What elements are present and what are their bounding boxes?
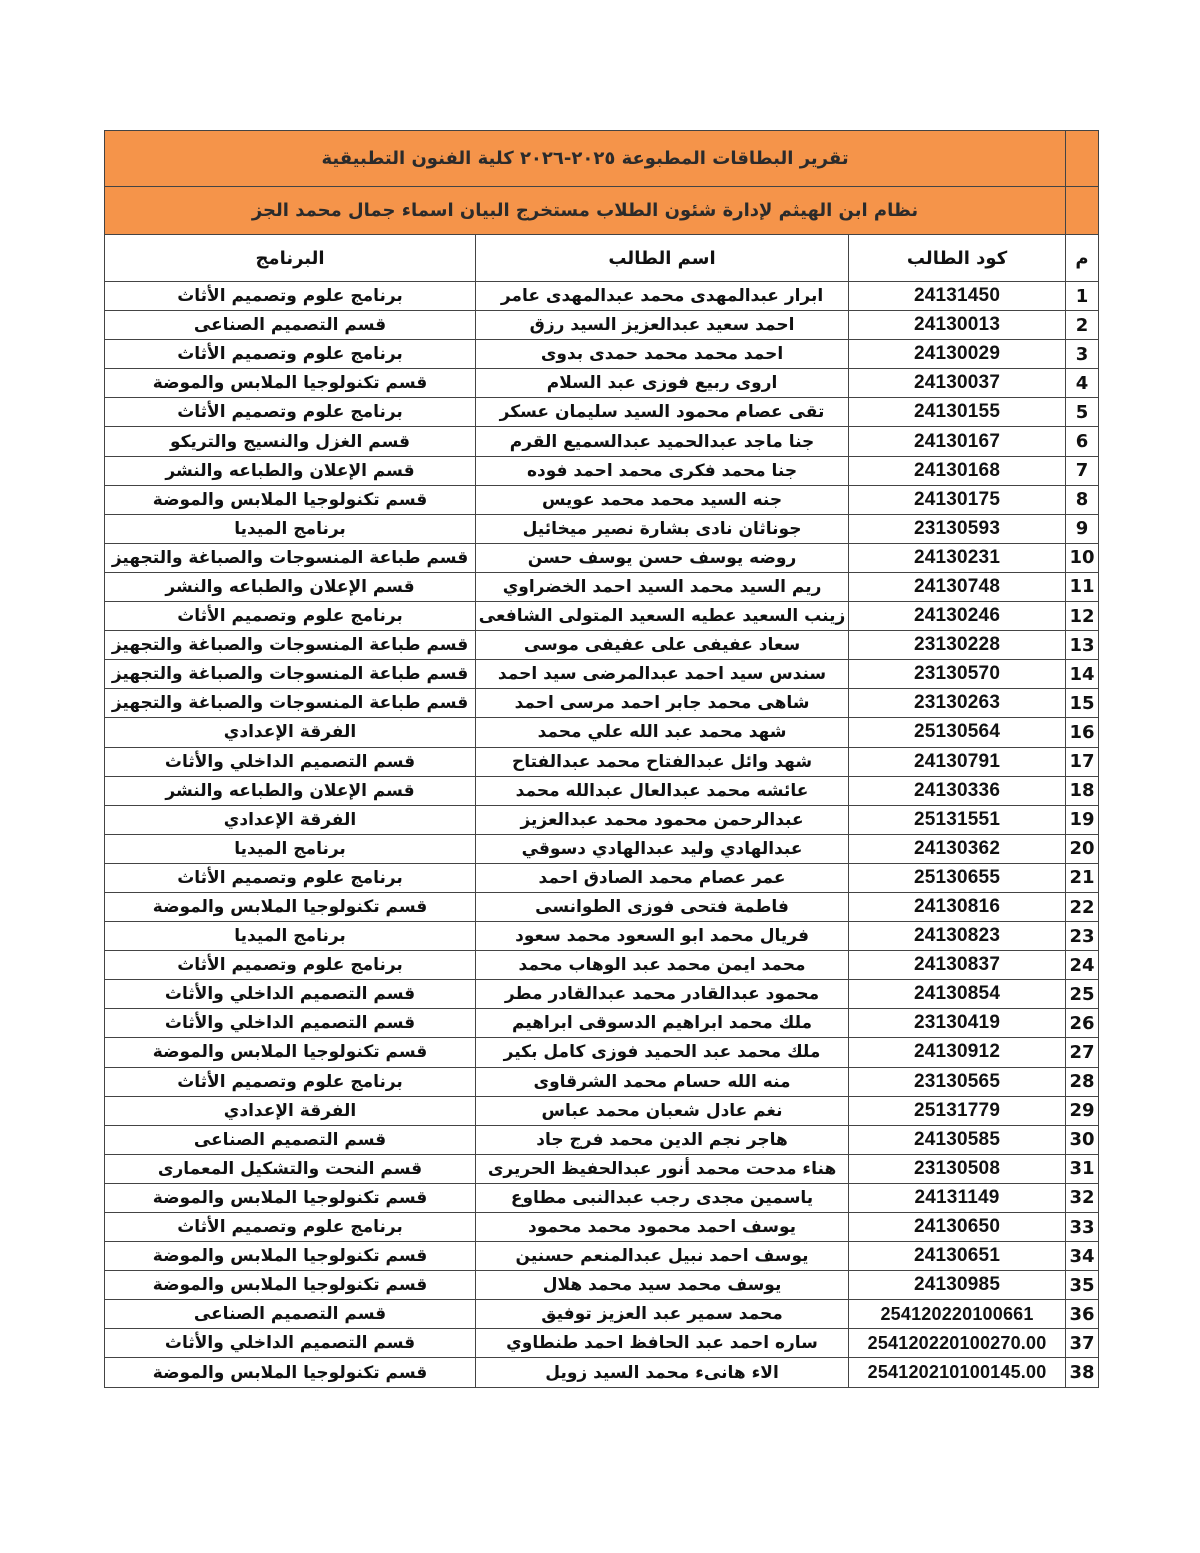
student-code: 25412022010066​1 xyxy=(849,1300,1066,1329)
student-code: 24130175 xyxy=(849,485,1066,514)
student-code: 24130650 xyxy=(849,1213,1066,1242)
student-name: ريم السيد محمد السيد احمد الخضراوي xyxy=(476,572,849,601)
student-code: 24130362 xyxy=(849,834,1066,863)
table-row xyxy=(105,311,1099,340)
program-name: برنامج علوم وتصميم الأثاث xyxy=(105,1067,476,1096)
row-index: 34 xyxy=(1066,1242,1099,1271)
program-name: قسم التصميم الداخلي والأثاث xyxy=(105,747,476,776)
row-index: 21 xyxy=(1066,863,1099,892)
row-index: 9 xyxy=(1066,514,1099,543)
table-row xyxy=(105,863,1099,892)
program-name: برنامج الميديا xyxy=(105,922,476,951)
student-code: 24131450 xyxy=(849,282,1066,311)
student-code: 24130013 xyxy=(849,311,1066,340)
program-name: برنامج الميديا xyxy=(105,514,476,543)
student-code: 25130655 xyxy=(849,863,1066,892)
student-name: ابرار عبدالمهدى محمد عبدالمهدى عامر xyxy=(476,282,849,311)
row-index: 32 xyxy=(1066,1183,1099,1212)
table-row xyxy=(105,1358,1099,1387)
student-code: 23130570 xyxy=(849,660,1066,689)
subtitle-blank-cell xyxy=(1066,187,1099,235)
row-index: 5 xyxy=(1066,398,1099,427)
row-index: 36 xyxy=(1066,1300,1099,1329)
row-index: 30 xyxy=(1066,1125,1099,1154)
student-code: 24130651 xyxy=(849,1242,1066,1271)
row-index: 20 xyxy=(1066,834,1099,863)
table-row xyxy=(105,1271,1099,1300)
row-index: 14 xyxy=(1066,660,1099,689)
row-index: 33 xyxy=(1066,1213,1099,1242)
program-name: قسم التصميم الداخلي والأثاث xyxy=(105,1329,476,1358)
student-name: فريال محمد ابو السعود محمد سعود xyxy=(476,922,849,951)
row-index: 17 xyxy=(1066,747,1099,776)
program-name: قسم التصميم الصناعى xyxy=(105,1125,476,1154)
program-name: قسم التصميم الصناعى xyxy=(105,1300,476,1329)
program-name: قسم تكنولوجيا الملابس والموضة xyxy=(105,1038,476,1067)
student-code: 24130168 xyxy=(849,456,1066,485)
table-row xyxy=(105,1125,1099,1154)
student-name: ياسمين مجدى رجب عبدالنبى مطاوع xyxy=(476,1183,849,1212)
student-name: زينب السعيد عطيه السعيد المتولى الشافعى xyxy=(476,602,849,631)
row-index: 35 xyxy=(1066,1271,1099,1300)
student-name: سعاد عفيفى على عفيفى موسى xyxy=(476,631,849,660)
program-name: قسم الإعلان والطباعه والنشر xyxy=(105,572,476,601)
student-name: احمد سعيد عبدالعزيز السيد رزق xyxy=(476,311,849,340)
table-row xyxy=(105,1329,1099,1358)
row-index: 38 xyxy=(1066,1358,1099,1387)
table-row xyxy=(105,980,1099,1009)
student-name: شاهى محمد جابر احمد مرسى احمد xyxy=(476,689,849,718)
row-index: 26 xyxy=(1066,1009,1099,1038)
student-code: 254120210100145.00 xyxy=(849,1358,1066,1387)
student-name: عبدالهادي وليد عبدالهادي دسوقي xyxy=(476,834,849,863)
student-code: 24130912 xyxy=(849,1038,1066,1067)
program-name: قسم تكنولوجيا الملابس والموضة xyxy=(105,1242,476,1271)
student-name: تقى عصام محمود السيد سليمان عسكر xyxy=(476,398,849,427)
row-index: 16 xyxy=(1066,718,1099,747)
row-index: 25 xyxy=(1066,980,1099,1009)
table-row xyxy=(105,834,1099,863)
student-code: 24130246 xyxy=(849,602,1066,631)
row-index: 7 xyxy=(1066,456,1099,485)
program-name: برنامج علوم وتصميم الأثاث xyxy=(105,282,476,311)
student-name: يوسف احمد محمود محمد محمود xyxy=(476,1213,849,1242)
column-header-row xyxy=(105,235,1099,282)
student-code: 23130263 xyxy=(849,689,1066,718)
student-name: احمد محمد محمد حمدى بدوى xyxy=(476,340,849,369)
program-name: الفرقة الإعدادي xyxy=(105,1096,476,1125)
program-name: قسم تكنولوجيا الملابس والموضة xyxy=(105,892,476,921)
student-name: جنه السيد محمد محمد عويس xyxy=(476,485,849,514)
student-code: 24130336 xyxy=(849,776,1066,805)
student-code: 24130791 xyxy=(849,747,1066,776)
table-row xyxy=(105,1300,1099,1329)
program-name: الفرقة الإعدادي xyxy=(105,718,476,747)
student-name: يوسف احمد نبيل عبدالمنعم حسنين xyxy=(476,1242,849,1271)
report-subtitle: نظام ابن الهيثم لإدارة شئون الطلاب مستخرج البيان اسماء جمال محمد الجز xyxy=(105,187,1066,235)
student-name: روضه يوسف حسن يوسف حسن xyxy=(476,543,849,572)
student-name: محمود عبدالقادر محمد عبدالقادر مطر xyxy=(476,980,849,1009)
program-name: برنامج علوم وتصميم الأثاث xyxy=(105,951,476,980)
student-name: محمد ايمن محمد عبد الوهاب محمد xyxy=(476,951,849,980)
table-row xyxy=(105,340,1099,369)
row-index: 10 xyxy=(1066,543,1099,572)
student-name: نغم عادل شعبان محمد عباس xyxy=(476,1096,849,1125)
student-code: 23130228 xyxy=(849,631,1066,660)
table-row xyxy=(105,892,1099,921)
table-row xyxy=(105,602,1099,631)
program-name: قسم تكنولوجيا الملابس والموضة xyxy=(105,369,476,398)
program-name: برنامج علوم وتصميم الأثاث xyxy=(105,602,476,631)
student-code: 24130029 xyxy=(849,340,1066,369)
student-code: 23130419 xyxy=(849,1009,1066,1038)
table-row xyxy=(105,514,1099,543)
table-row xyxy=(105,718,1099,747)
table-row xyxy=(105,1096,1099,1125)
table-row xyxy=(105,922,1099,951)
header-student-name: اسم الطالب xyxy=(476,235,849,282)
row-index: 6 xyxy=(1066,427,1099,456)
title-row xyxy=(105,131,1099,187)
program-name: قسم تكنولوجيا الملابس والموضة xyxy=(105,1271,476,1300)
row-index: 27 xyxy=(1066,1038,1099,1067)
table-row xyxy=(105,631,1099,660)
row-index: 22 xyxy=(1066,892,1099,921)
row-index: 3 xyxy=(1066,340,1099,369)
student-name: شهد محمد عبد الله علي محمد xyxy=(476,718,849,747)
row-index: 24 xyxy=(1066,951,1099,980)
program-name: قسم طباعة المنسوجات والصباغة والتجهيز xyxy=(105,689,476,718)
table-row xyxy=(105,1038,1099,1067)
title-blank-cell xyxy=(1066,131,1099,187)
student-code: 24130585 xyxy=(849,1125,1066,1154)
student-code: 24130854 xyxy=(849,980,1066,1009)
student-name: فاطمة فتحى فوزى الطوانسى xyxy=(476,892,849,921)
student-name: يوسف محمد سيد محمد هلال xyxy=(476,1271,849,1300)
program-name: قسم التصميم الداخلي والأثاث xyxy=(105,980,476,1009)
program-name: قسم طباعة المنسوجات والصباغة والتجهيز xyxy=(105,543,476,572)
student-name: عائشه محمد عبدالعال عبدالله محمد xyxy=(476,776,849,805)
table-row xyxy=(105,1242,1099,1271)
student-code: 24130167 xyxy=(849,427,1066,456)
program-name: قسم التصميم الداخلي والأثاث xyxy=(105,1009,476,1038)
student-name: ساره احمد عبد الحافظ احمد طنطاوي xyxy=(476,1329,849,1358)
program-name: الفرقة الإعدادي xyxy=(105,805,476,834)
row-index: 2 xyxy=(1066,311,1099,340)
row-index: 1 xyxy=(1066,282,1099,311)
report-title: تقرير البطاقات المطبوعة ٢٠٢٥-٢٠٢٦ كلية الفنون التطبيقية xyxy=(105,131,1066,187)
student-code: 23130508 xyxy=(849,1154,1066,1183)
program-name: قسم تكنولوجيا الملابس والموضة xyxy=(105,1358,476,1387)
row-index: 12 xyxy=(1066,602,1099,631)
student-code: 254120220100270.00 xyxy=(849,1329,1066,1358)
program-name: برنامج علوم وتصميم الأثاث xyxy=(105,398,476,427)
student-code: 24131149 xyxy=(849,1183,1066,1212)
student-name: عمر عصام محمد الصادق احمد xyxy=(476,863,849,892)
student-name: الاء هانىء محمد السيد زويل xyxy=(476,1358,849,1387)
program-name: برنامج الميديا xyxy=(105,834,476,863)
table-row xyxy=(105,543,1099,572)
subtitle-row xyxy=(105,187,1099,235)
student-code: 23130565 xyxy=(849,1067,1066,1096)
row-index: 28 xyxy=(1066,1067,1099,1096)
program-name: قسم الإعلان والطباعه والنشر xyxy=(105,776,476,805)
student-name: جنا محمد فكرى محمد احمد فوده xyxy=(476,456,849,485)
row-index: 19 xyxy=(1066,805,1099,834)
table-row xyxy=(105,1009,1099,1038)
student-code: 25131779 xyxy=(849,1096,1066,1125)
student-name: هناء مدحت محمد أنور عبدالحفيظ الحريرى xyxy=(476,1154,849,1183)
program-name: برنامج علوم وتصميم الأثاث xyxy=(105,1213,476,1242)
header-student-code: كود الطالب xyxy=(849,235,1066,282)
student-code: 24130748 xyxy=(849,572,1066,601)
row-index: 8 xyxy=(1066,485,1099,514)
student-code: 25131551 xyxy=(849,805,1066,834)
row-index: 15 xyxy=(1066,689,1099,718)
row-index: 23 xyxy=(1066,922,1099,951)
student-code: 24130037 xyxy=(849,369,1066,398)
student-name: جوناثان نادى بشارة نصير ميخائيل xyxy=(476,514,849,543)
student-name: هاجر نجم الدين محمد فرج جاد xyxy=(476,1125,849,1154)
student-name: محمد سمير عبد العزيز توفيق xyxy=(476,1300,849,1329)
student-name: ملك محمد ابراهيم الدسوقى ابراهيم xyxy=(476,1009,849,1038)
student-name: ملك محمد عبد الحميد فوزى كامل بكير xyxy=(476,1038,849,1067)
table-row xyxy=(105,572,1099,601)
student-name: شهد وائل عبدالفتاح محمد عبدالفتاح xyxy=(476,747,849,776)
table-row xyxy=(105,951,1099,980)
header-program: البرنامج xyxy=(105,235,476,282)
student-code: 24130837 xyxy=(849,951,1066,980)
table-row xyxy=(105,776,1099,805)
header-index: م xyxy=(1066,235,1099,282)
row-index: 37 xyxy=(1066,1329,1099,1358)
row-index: 18 xyxy=(1066,776,1099,805)
program-name: قسم تكنولوجيا الملابس والموضة xyxy=(105,485,476,514)
table-row xyxy=(105,1213,1099,1242)
table-row xyxy=(105,689,1099,718)
table-row xyxy=(105,1067,1099,1096)
student-name: سندس سيد احمد عبدالمرضى سيد احمد xyxy=(476,660,849,689)
program-name: برنامج علوم وتصميم الأثاث xyxy=(105,340,476,369)
student-code: 24130816 xyxy=(849,892,1066,921)
table-row xyxy=(105,747,1099,776)
table-row xyxy=(105,805,1099,834)
row-index: 31 xyxy=(1066,1154,1099,1183)
table-row xyxy=(105,456,1099,485)
program-name: قسم التصميم الصناعى xyxy=(105,311,476,340)
student-name: جنا ماجد عبدالحميد عبدالسميع القرم xyxy=(476,427,849,456)
program-name: قسم الإعلان والطباعه والنشر xyxy=(105,456,476,485)
table-row xyxy=(105,282,1099,311)
row-index: 13 xyxy=(1066,631,1099,660)
student-code: 23130593 xyxy=(849,514,1066,543)
printed-cards-report-table xyxy=(104,130,1099,1388)
program-name: قسم طباعة المنسوجات والصباغة والتجهيز xyxy=(105,631,476,660)
program-name: برنامج علوم وتصميم الأثاث xyxy=(105,863,476,892)
program-name: قسم الغزل والنسيج والتريكو xyxy=(105,427,476,456)
table-row xyxy=(105,485,1099,514)
table-row xyxy=(105,660,1099,689)
student-code: 24130155 xyxy=(849,398,1066,427)
program-name: قسم تكنولوجيا الملابس والموضة xyxy=(105,1183,476,1212)
table-row xyxy=(105,369,1099,398)
table-row xyxy=(105,427,1099,456)
student-code: 24130985 xyxy=(849,1271,1066,1300)
row-index: 4 xyxy=(1066,369,1099,398)
student-name: عبدالرحمن محمود محمد عبدالعزيز xyxy=(476,805,849,834)
student-name: منه الله حسام محمد الشرقاوى xyxy=(476,1067,849,1096)
row-index: 11 xyxy=(1066,572,1099,601)
row-index: 29 xyxy=(1066,1096,1099,1125)
table-row xyxy=(105,1183,1099,1212)
student-code: 24130823 xyxy=(849,922,1066,951)
program-name: قسم طباعة المنسوجات والصباغة والتجهيز xyxy=(105,660,476,689)
student-code: 25130564 xyxy=(849,718,1066,747)
student-name: اروى ربيع فوزى عبد السلام xyxy=(476,369,849,398)
program-name: قسم النحت والتشكيل المعمارى xyxy=(105,1154,476,1183)
table-row xyxy=(105,1154,1099,1183)
student-code: 24130231 xyxy=(849,543,1066,572)
table-row xyxy=(105,398,1099,427)
